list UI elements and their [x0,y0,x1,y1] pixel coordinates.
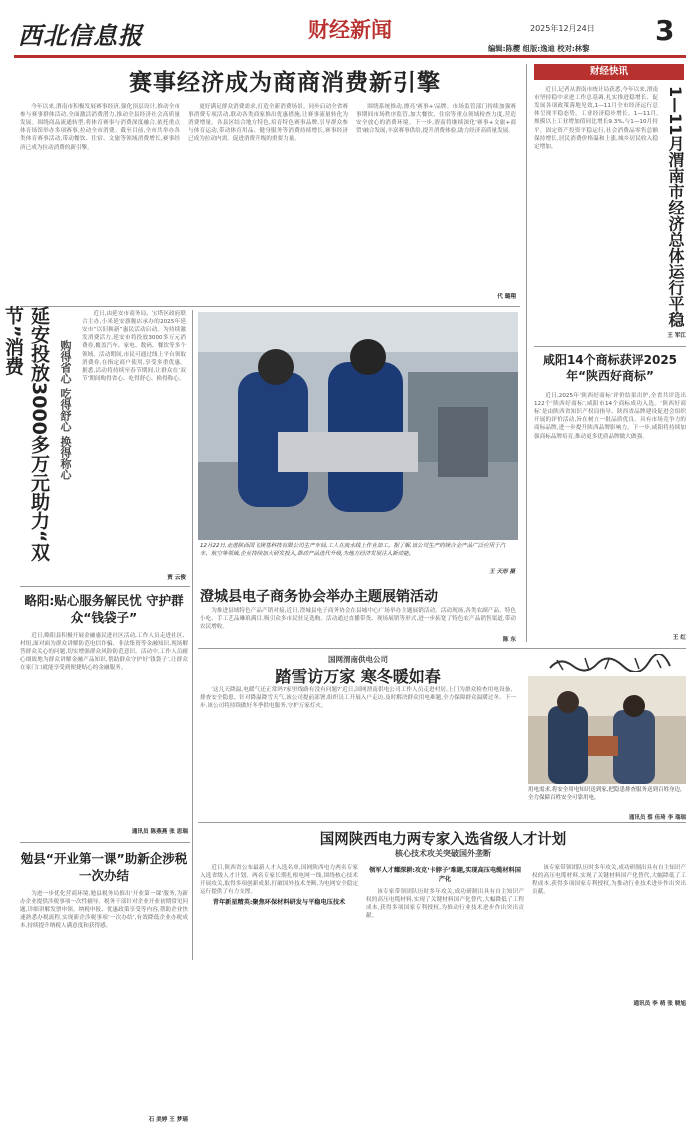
electric-sub2-title: 领军人才耀深耕:攻克‘卡脖子’难题,实现高压电缆材料国产化 [369,867,521,883]
brand-byline: 王 红 [672,635,686,641]
news-flash-label-box [534,64,684,80]
chengcheng-byline: 陈 东 [502,637,516,643]
divider [20,586,190,587]
main-headline: 赛事经济成为商商消费新引擎 [129,70,441,96]
mianxian-byline: 石 美婷 王 梦瑶 [148,1117,188,1123]
divider [198,648,686,649]
page-number: 3 [655,14,675,47]
factory-photo-byline: 王 天形 摄 [489,569,515,575]
power-worker-caption: 用电需求,将安全用电知识送到家,把隐患排查服务送到百姓身边,全力保障百姓安全可靠用电。 [528,787,682,802]
chengcheng-body: 为推进县域特色产品产销对接,近日,澄城县电子商务协会在县城中心广场举办主题展销活动。活动现场,各类农副产品、特色小吃、手工艺品琳琅满目,吸引众多市民驻足选购。活动通过直播带货、现场展销等形式,进一步拓宽了特色农产品销售渠道,带动农民增收。 [200,608,516,631]
masthead-rule [14,55,686,58]
chengcheng-headline: 澄城县电子商务协会举办主题展销活动 [200,589,438,605]
masthead-date: 2025年12月24日 [530,24,595,33]
divider [20,842,190,843]
mianxian-body: 为进一步优化营商环境,勉县税务局推出‘开业第一课’服务,为新办企业提供涉税事项一次性辅导。税务干部针对企业开业初期常见问题,详细讲解发票申领、纳税申报、优惠政策享受等内容,帮助企业快速熟悉办税流程,实现新企涉税事项‘一次办结’,有效降低企业办税成本,持续提升纳税人满意度和获得感。 [20,891,188,930]
grid-headline: 踏雪访万家 寒冬暖如春 [275,667,441,686]
section-title: 财经新闻 [308,18,392,42]
electric-body1: 近日,陕西省公布最新人才入选名单,国网陕西电力两名专家入选省级人才计划。两名专家长期扎根电网一线,围绕核心技术开展攻关,取得多项创新成果,打破国外技术垄断,为电网安全稳定运行提供了有力支撑。 [200,865,358,896]
power-worker-byline: 通讯员 蔡 佳琦 李 瑞瑞 [628,815,686,821]
news-flash-headline: 1—11月渭南市经济总体运行平稳 [666,86,685,328]
paper-name-logo: 西北信息报 [18,21,143,50]
brand-headline: 咸阳14个商标获评2025年“陕西好商标” [542,353,678,383]
electric-body2: 该专家带领团队历时多年攻关,成功研制出具有自主知识产权的高压电缆材料,实现了关键材料国产化替代,大幅降低了工程成本,获得多项国家专利授权,为推动行业技术进步作出突出贡献。 [366,888,524,920]
power-worker-art [528,676,686,784]
electric-subheadline: 核心技术攻关突破国外垄断 [395,849,491,858]
news-flash-body: 近日,记者从渭南市统计局获悉,今年以来,渭南市坚持稳中求进工作总基调,扎实推进稳增长、促发展各项政策落地见效,1—11月全市经济运行总体呈现平稳态势。工业经济稳步增长。1—11月,规模以上工业增加值同比增长9.3%,与1—10月持平。固定资产投资平稳运行,社会消费品零售总额保持增长,居民消费价格温和上涨,城乡居民收入稳定增加。 [534,87,658,150]
electric-sub1 [200,864,358,998]
power-worker-photo [528,676,686,784]
divider [198,822,686,823]
news-flash-byline: 王 军江 [667,333,686,339]
news-flash-label: 财经快讯 [589,66,628,77]
yanan-subtitle: 购得省心 吃得舒心 换得称心 [59,340,72,480]
power-bureau-logo [545,654,675,672]
yanan-byline: 贾 云俊 [167,575,186,581]
grid-body: ‘这几天降温,电暖气还正常吗?家里线路有没有问题?’近日,国网渭南供电公司工作人员走进村居,上门为群众检查用电设备、排查安全隐患。针对降温降雪天气,该公司提前部署,组织员工开展入户走访,及时解决群众用电难题,全力保障群众温暖过冬。下一步,该公司将持续做好冬季供电服务,守护万家灯火。 [200,687,516,710]
divider [534,346,686,347]
lueyang-headline: 略阳:贴心服务解民忧 守护群众“钱袋子” [24,593,184,625]
lueyang-body: 近日,略阳县积极开展金融惠民进社区活动,工作人员走进社区、村组,面对面为群众讲解防范电信诈骗、非法集资等金融知识,现场解答群众关心的问题,切实增强群众风险防范意识。活动中,工作人员耐心细致地为群众讲解金融产品知识,帮助群众守护好‘钱袋子’,让群众在家门口就能享受到便捷贴心的金融服务。 [20,633,188,672]
electric-byline: 通讯员 李 萌 张 晓旭 [633,1001,686,1007]
main-story-col1: 今年以来,渭南市积极发展赛事经济,强化顶层设计,推动全市参与赛事群体活动,全面激活消费潜力,推动全县经济社会高质量发展。围绕商品流通转型,将体育赛事与消费深度融合,依托重点体育场馆举办多项赛事,拉动全市消费。截至目前,全市共举办各类体育赛事活动,带动餐饮、住宿、文旅等领域消费增长,赛事经济已成为拉动消费的新引擎。 [20,104,180,151]
mianxian-headline: 勉县“开业第一课”助新企涉税一次办结 [20,851,188,883]
divider [192,310,193,960]
factory-photo [198,312,518,540]
divider [526,64,527,642]
factory-photo-art [198,312,518,540]
electric-headline: 国网陕西电力两专家入选省级人才计划 [319,832,567,848]
main-story-byline: 代 璐翔 [497,294,516,300]
masthead-editors: 编辑:陈樱 组版:逸迪 校对:林黎 [488,44,590,53]
brand-body: 近日,2025年‘陕西好商标’评价结果出炉,全省共评选出122个‘陕西好商标’,咸阳市14个商标成功入选。‘陕西好商标’是由陕西省知识产权局指导、陕西省品牌建设促进会组织开展的评价活动,旨在树立一批品质优良、具有市场竞争力的商标品牌,进一步提升陕西品牌影响力。下一步,咸阳将持续加强商标品牌培育,推动更多优质品牌做大做强。 [534,393,686,440]
lueyang-byline: 通讯员 陈燕燕 张 思瑞 [131,829,188,835]
main-story-col2: 更好满足群众消费需求,打造全新消费场景。同步启动全省赛事消费专项活动,联动各类商家推出优惠措施,让赛事流量转化为消费增量。各县区结合地方特色,培育特色赛事品牌,引导群众参与体育运动,带动体育用品、健身服务等消费持续增长,赛事经济已成为拉动内需、促进消费升级的重要力量。 [188,104,348,143]
grid-banner: 国网渭南供电公司 [328,655,388,664]
electric-body3: 该专家带领团队历时多年攻关,成功研制出具有自主知识产权的高压电缆材料,实现了关键材料国产化替代,大幅降低了工程成本,获得多项国家专利授权,为推动行业技术进步作出突出贡献。 [532,865,686,896]
electric-col3 [532,864,686,998]
factory-photo-caption: 12月22日,走进陕西国飞镁基科技有限公司生产车间,工人在流水线上作业加工。据了解,该公司生产的镁合金产品广泛应用于汽车、航空等领域,企业持续加大研发投入,推动产品迭代升级,为地方经济发展注入新动能。 [200,543,506,558]
calligraphy-logo-art [545,654,675,672]
divider [20,306,520,307]
masthead [0,0,700,58]
yanan-headline: 延安投放3000多万元助力“双节”消费 [2,306,50,562]
main-story-col3: 围绕系统推动,擦亮'赛事+'品牌。市场监管部门持续加强赛事期间市场秩序监管,加大餐饮、住宿等重点领域检查力度,营造安全放心的消费环境。下一步,渭南将继续深化'赛事+文旅+商贸'融合发展,丰富赛事供给,提升消费体验,助力经济高质量发展。 [356,104,516,135]
electric-col2 [366,864,524,998]
electric-sub1-title: 青年新星精英:聚焦环保材料研发与平稳电压技术 [212,899,346,907]
yanan-body: 近日,由延安市商务局、宝塔区政府联合主办,小米延安旗舰店承办的2025年延安市“以旧换新”惠民活动启动。为持续激发消费活力,延安市将投放3000多万元消费券,覆盖汽车、家电、数码、餐饮等多个领域。活动期间,市民可通过线上平台领取消费券,在指定商户使用,享受多重优惠。据悉,活动将持续至春节期间,让群众在‘双节’期间购得省心、吃得舒心、换得称心。 [82,311,186,382]
